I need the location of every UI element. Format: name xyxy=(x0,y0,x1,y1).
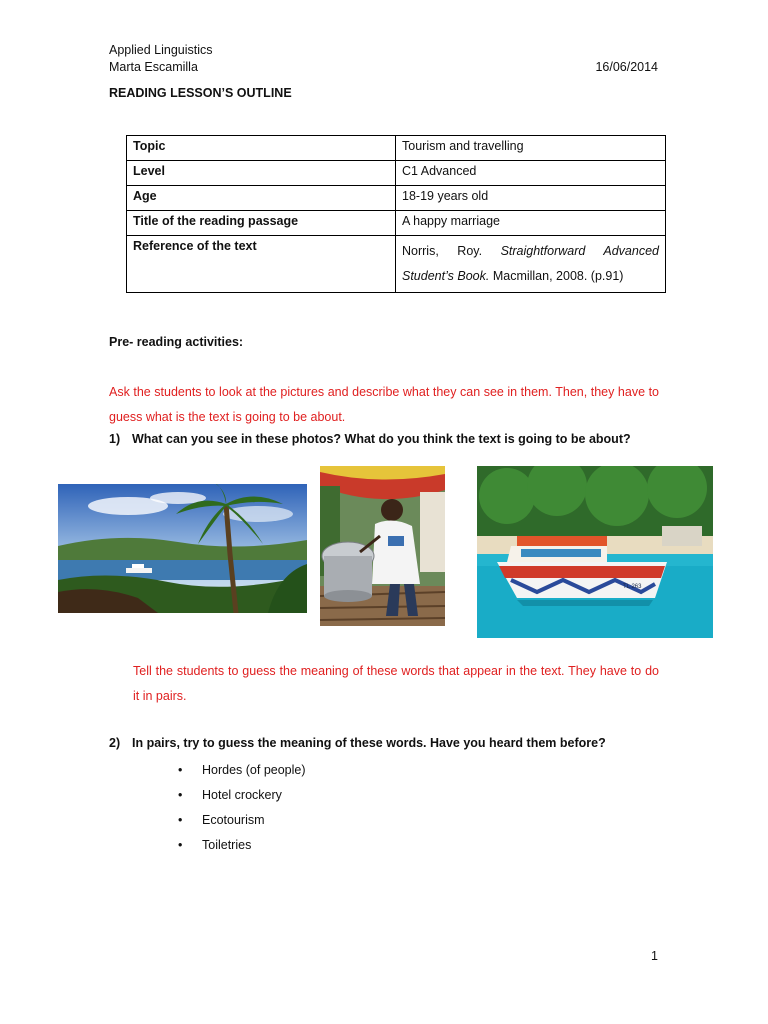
question-text: In pairs, try to guess the meaning of these words. Have you heard them before? xyxy=(132,736,606,750)
bullet: • xyxy=(178,788,183,802)
table-key: Title of the reading passage xyxy=(127,211,396,236)
boat-on-beach-photo xyxy=(477,466,713,638)
author-name: Marta Escamilla xyxy=(109,60,198,74)
table-value: 18-19 years old xyxy=(396,186,666,211)
reference-value xyxy=(396,236,666,293)
teacher-note: Tell the students to guess the meaning of these words that appear in the text. They have to do it in pairs. xyxy=(133,664,659,703)
list-item xyxy=(178,760,306,785)
table-value: Tourism and travelling xyxy=(396,136,666,161)
question-number: 1) xyxy=(109,432,121,446)
bullet: • xyxy=(178,838,183,852)
steel-drum-player-photo xyxy=(320,466,445,626)
list-item xyxy=(178,785,306,810)
question-number: 2) xyxy=(109,736,121,750)
table-row xyxy=(127,211,666,236)
bullet: • xyxy=(178,763,183,777)
table-value: C1 Advanced xyxy=(396,161,666,186)
table-row xyxy=(127,186,666,211)
document-date: 16/06/2014 xyxy=(595,60,658,74)
vocabulary-word: Toiletries xyxy=(202,838,252,852)
table-row xyxy=(127,161,666,186)
reference-author: Norris, Roy. xyxy=(402,244,483,258)
question-text: What can you see in these photos? What do you think the text is going to be about? xyxy=(132,432,631,446)
reference-book: Straightforward Advanced Student’s Book. xyxy=(402,244,659,283)
table-key: Reference of the text xyxy=(127,236,396,293)
teacher-note: Ask the students to look at the pictures and describe what they can see in them. Then, they have to guess what is the text is going to be about. xyxy=(109,385,659,424)
vocabulary-word: Hotel crockery xyxy=(202,788,282,802)
bullet: • xyxy=(178,813,183,827)
lesson-info-table xyxy=(126,135,666,293)
table-key: Topic xyxy=(127,136,396,161)
list-item xyxy=(178,810,306,835)
vocabulary-list xyxy=(178,760,306,860)
page-title: READING LESSON’S OUTLINE xyxy=(109,86,292,100)
question-2 xyxy=(109,736,606,750)
table-key: Age xyxy=(127,186,396,211)
table-key: Level xyxy=(127,161,396,186)
reference-publisher: Macmillan, 2008. (p.91) xyxy=(492,269,624,283)
tropical-bay-photo xyxy=(58,484,307,613)
table-value: A happy marriage xyxy=(396,211,666,236)
question-1 xyxy=(109,432,631,446)
table-row xyxy=(127,136,666,161)
vocabulary-word: Ecotourism xyxy=(202,813,265,827)
table-row xyxy=(127,236,666,293)
section-heading: Pre- reading activities: xyxy=(109,335,244,349)
page-number: 1 xyxy=(651,949,658,963)
boat-label: TL 263 xyxy=(623,584,642,590)
course-name: Applied Linguistics xyxy=(109,43,213,57)
list-item xyxy=(178,835,306,860)
vocabulary-word: Hordes (of people) xyxy=(202,763,306,777)
